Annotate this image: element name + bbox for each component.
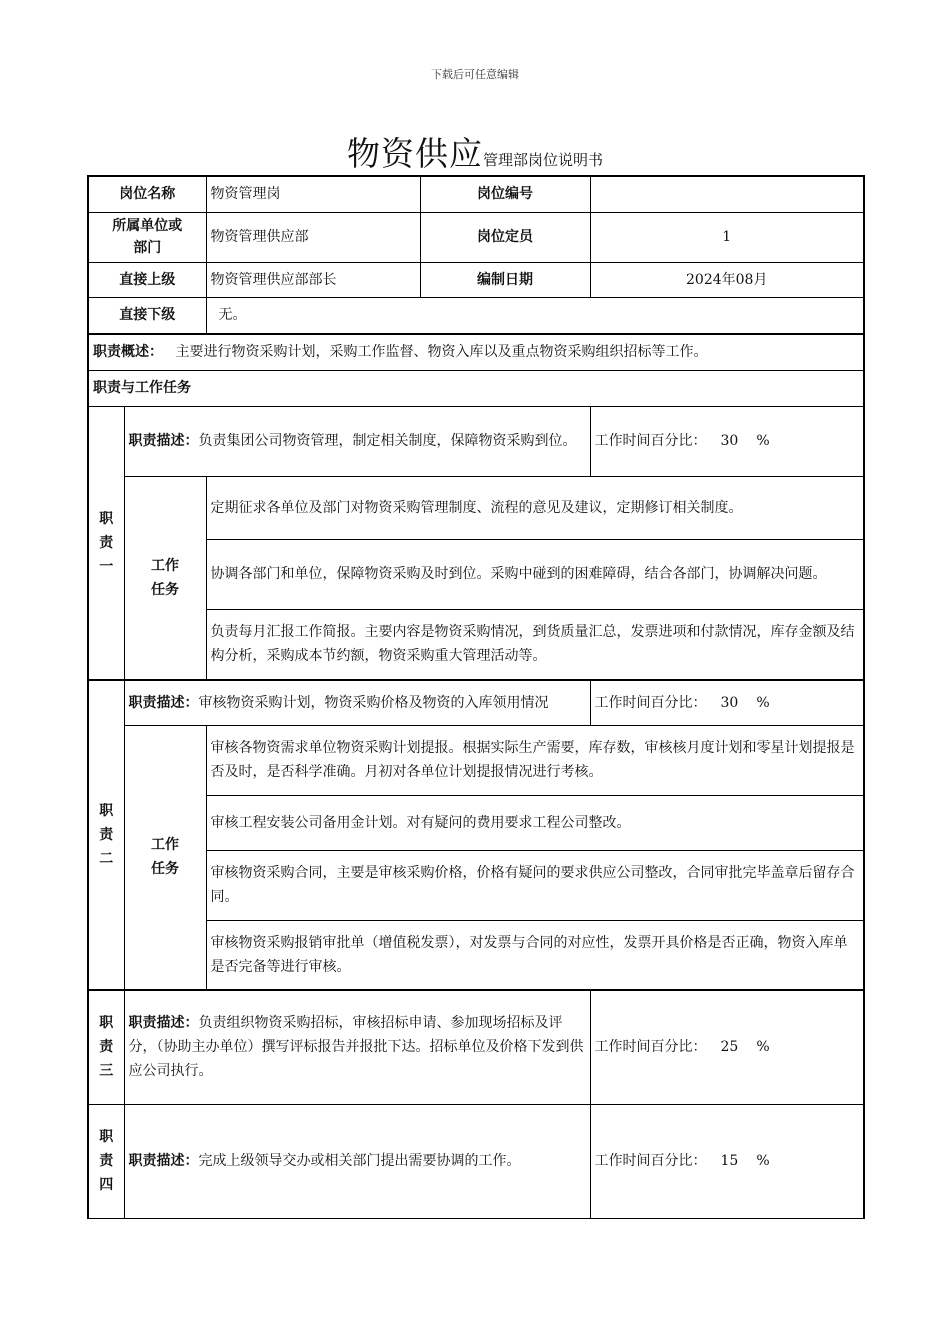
overview-row	[88, 334, 864, 370]
duty-2-task-row	[88, 725, 864, 795]
percent-unit: %	[756, 1039, 770, 1056]
department-label-text: 所属单位或部门	[112, 218, 183, 256]
duty-1-description	[124, 406, 590, 476]
duty-4-percent	[590, 1104, 864, 1218]
percent-unit: %	[756, 433, 770, 449]
headcount-label: 岗位定员	[420, 212, 590, 262]
duty-4-name-char: 职	[99, 1129, 114, 1145]
task-label-line: 工作	[151, 557, 179, 574]
date-label: 编制日期	[420, 262, 590, 297]
subordinate-value: 无。	[206, 297, 864, 334]
info-row-department	[88, 212, 864, 262]
duty-1-percent	[590, 406, 864, 476]
duty-1-name-char: 职	[99, 510, 114, 527]
duty-2-desc-row	[88, 680, 864, 725]
duty-4-description-text: 完成上级领导交办或相关部门提出需要协调的工作。	[198, 1153, 521, 1169]
duty-2-description-text: 审核物资采购计划，物资采购价格及物资的入库领用情况	[198, 694, 549, 711]
percent-unit: %	[756, 1153, 770, 1169]
title-suffix: 管理部岗位说明书	[482, 151, 603, 169]
headcount-value: 1	[590, 212, 864, 262]
duties-header: 职责与工作任务	[88, 370, 864, 406]
duty-2-task-2: 审核工程安装公司备用金计划。对有疑问的费用要求工程公司整改。	[206, 795, 864, 850]
percent-label: 工作时间百分比：	[594, 433, 707, 449]
subordinate-label: 直接下级	[88, 297, 206, 334]
task-label-line: 工作	[151, 837, 179, 854]
department-label	[88, 212, 206, 262]
header-note: 下载后可任意编辑	[431, 68, 519, 81]
duty-3-name-char: 责	[99, 1039, 114, 1056]
info-row-superior	[88, 262, 864, 297]
page-title	[0, 128, 950, 175]
duty-3-desc-row	[88, 990, 864, 1104]
duty-1-task-label	[124, 476, 206, 680]
task-label-line: 任务	[151, 581, 179, 598]
position-name-label: 岗位名称	[88, 176, 206, 212]
description-label: 职责描述：	[128, 1153, 199, 1169]
percent-unit: %	[756, 694, 770, 711]
duty-2-name	[88, 680, 124, 990]
date-value: 2024年08月	[590, 262, 864, 297]
duty-1-task-row	[88, 476, 864, 539]
description-label: 职责描述：	[128, 694, 199, 711]
percent-label: 工作时间百分比：	[594, 1039, 707, 1056]
info-row-subordinate	[88, 297, 864, 334]
duty-1-name	[88, 406, 124, 680]
position-name-value: 物资管理岗	[206, 176, 420, 212]
duty-4-desc-row	[88, 1104, 864, 1218]
duty-2-name-char: 责	[99, 827, 114, 843]
duty-1-task-3: 负责每月汇报工作简报。主要内容是物资采购情况，到货质量汇总，发票进项和付款情况，库存金额及结构分析，采购成本节约额，物资采购重大管理活动等。	[206, 609, 864, 680]
duty-4-percent-value: 15	[720, 1153, 739, 1169]
duty-1-name-char: 一	[99, 558, 114, 575]
duty-2-name-char: 二	[99, 851, 114, 867]
duty-1-description-text: 负责集团公司物资管理，制定相关制度，保障物资采购到位。	[198, 433, 577, 449]
duty-4-name-char: 责	[99, 1153, 114, 1169]
duty-3-name	[88, 990, 124, 1104]
duty-3-percent-value: 25	[720, 1039, 739, 1056]
job-description-table	[87, 175, 865, 1219]
duty-1-task-2: 协调各部门和单位，保障物资采购及时到位。采购中碰到的困难障碍，结合各部门，协调解决问题。	[206, 539, 864, 609]
duty-3-name-char: 三	[99, 1063, 114, 1080]
info-row-position	[88, 176, 864, 212]
superior-value: 物资管理供应部部长	[206, 262, 420, 297]
duty-1-desc-row	[88, 406, 864, 476]
duty-1-task-1: 定期征求各单位及部门对物资采购管理制度、流程的意见及建议，定期修订相关制度。	[206, 476, 864, 539]
overview-cell	[88, 334, 864, 370]
duty-2-percent-value: 30	[720, 694, 739, 711]
duty-3-description	[124, 990, 590, 1104]
duty-2-percent	[590, 680, 864, 725]
overview-text: 主要进行物资采购计划，采购工作监督、物资入库以及重点物资采购组织招标等工作。	[175, 344, 708, 361]
duty-3-percent	[590, 990, 864, 1104]
description-label: 职责描述：	[128, 433, 199, 449]
percent-label: 工作时间百分比：	[594, 694, 707, 711]
superior-label: 直接上级	[88, 262, 206, 297]
duty-2-task-1: 审核各物资需求单位物资采购计划提报。根据实际生产需要，库存数，审核核月度计划和零星计划提报是否及时，是否科学准确。月初对各单位计划提报情况进行考核。	[206, 725, 864, 795]
duty-4-description	[124, 1104, 590, 1218]
position-code-label: 岗位编号	[420, 176, 590, 212]
duty-4-name	[88, 1104, 124, 1218]
duty-4-name-char: 四	[99, 1177, 114, 1193]
duty-2-name-char: 职	[99, 803, 114, 819]
duties-header-row	[88, 370, 864, 406]
duty-3-name-char: 职	[99, 1015, 114, 1032]
task-label-line: 任务	[151, 861, 179, 878]
duty-1-name-char: 责	[99, 534, 114, 551]
overview-label: 职责概述：	[93, 344, 163, 361]
duty-2-task-4: 审核物资采购报销审批单（增值税发票），对发票与合同的对应性，发票开具价格是否正确，物资入库单是否完备等进行审核。	[206, 920, 864, 990]
duty-2-task-3: 审核物资采购合同，主要是审核采购价格，价格有疑问的要求供应公司整改，合同审批完毕盖章后留存合同。	[206, 850, 864, 920]
duty-2-description	[124, 680, 590, 725]
description-label: 职责描述：	[128, 1015, 199, 1032]
percent-label: 工作时间百分比：	[594, 1153, 707, 1169]
duty-2-task-label	[124, 725, 206, 990]
title-main: 物资供应	[346, 134, 483, 173]
duty-1-percent-value: 30	[720, 433, 739, 449]
duty-3-description-text: 负责组织物资采购招标，审核招标申请、参加现场招标及评分，（协助主办单位）撰写评标报告并报批下达。招标单位及价格下发到供应公司执行。	[128, 1015, 584, 1080]
department-value: 物资管理供应部	[206, 212, 420, 262]
position-code-value	[590, 176, 864, 212]
